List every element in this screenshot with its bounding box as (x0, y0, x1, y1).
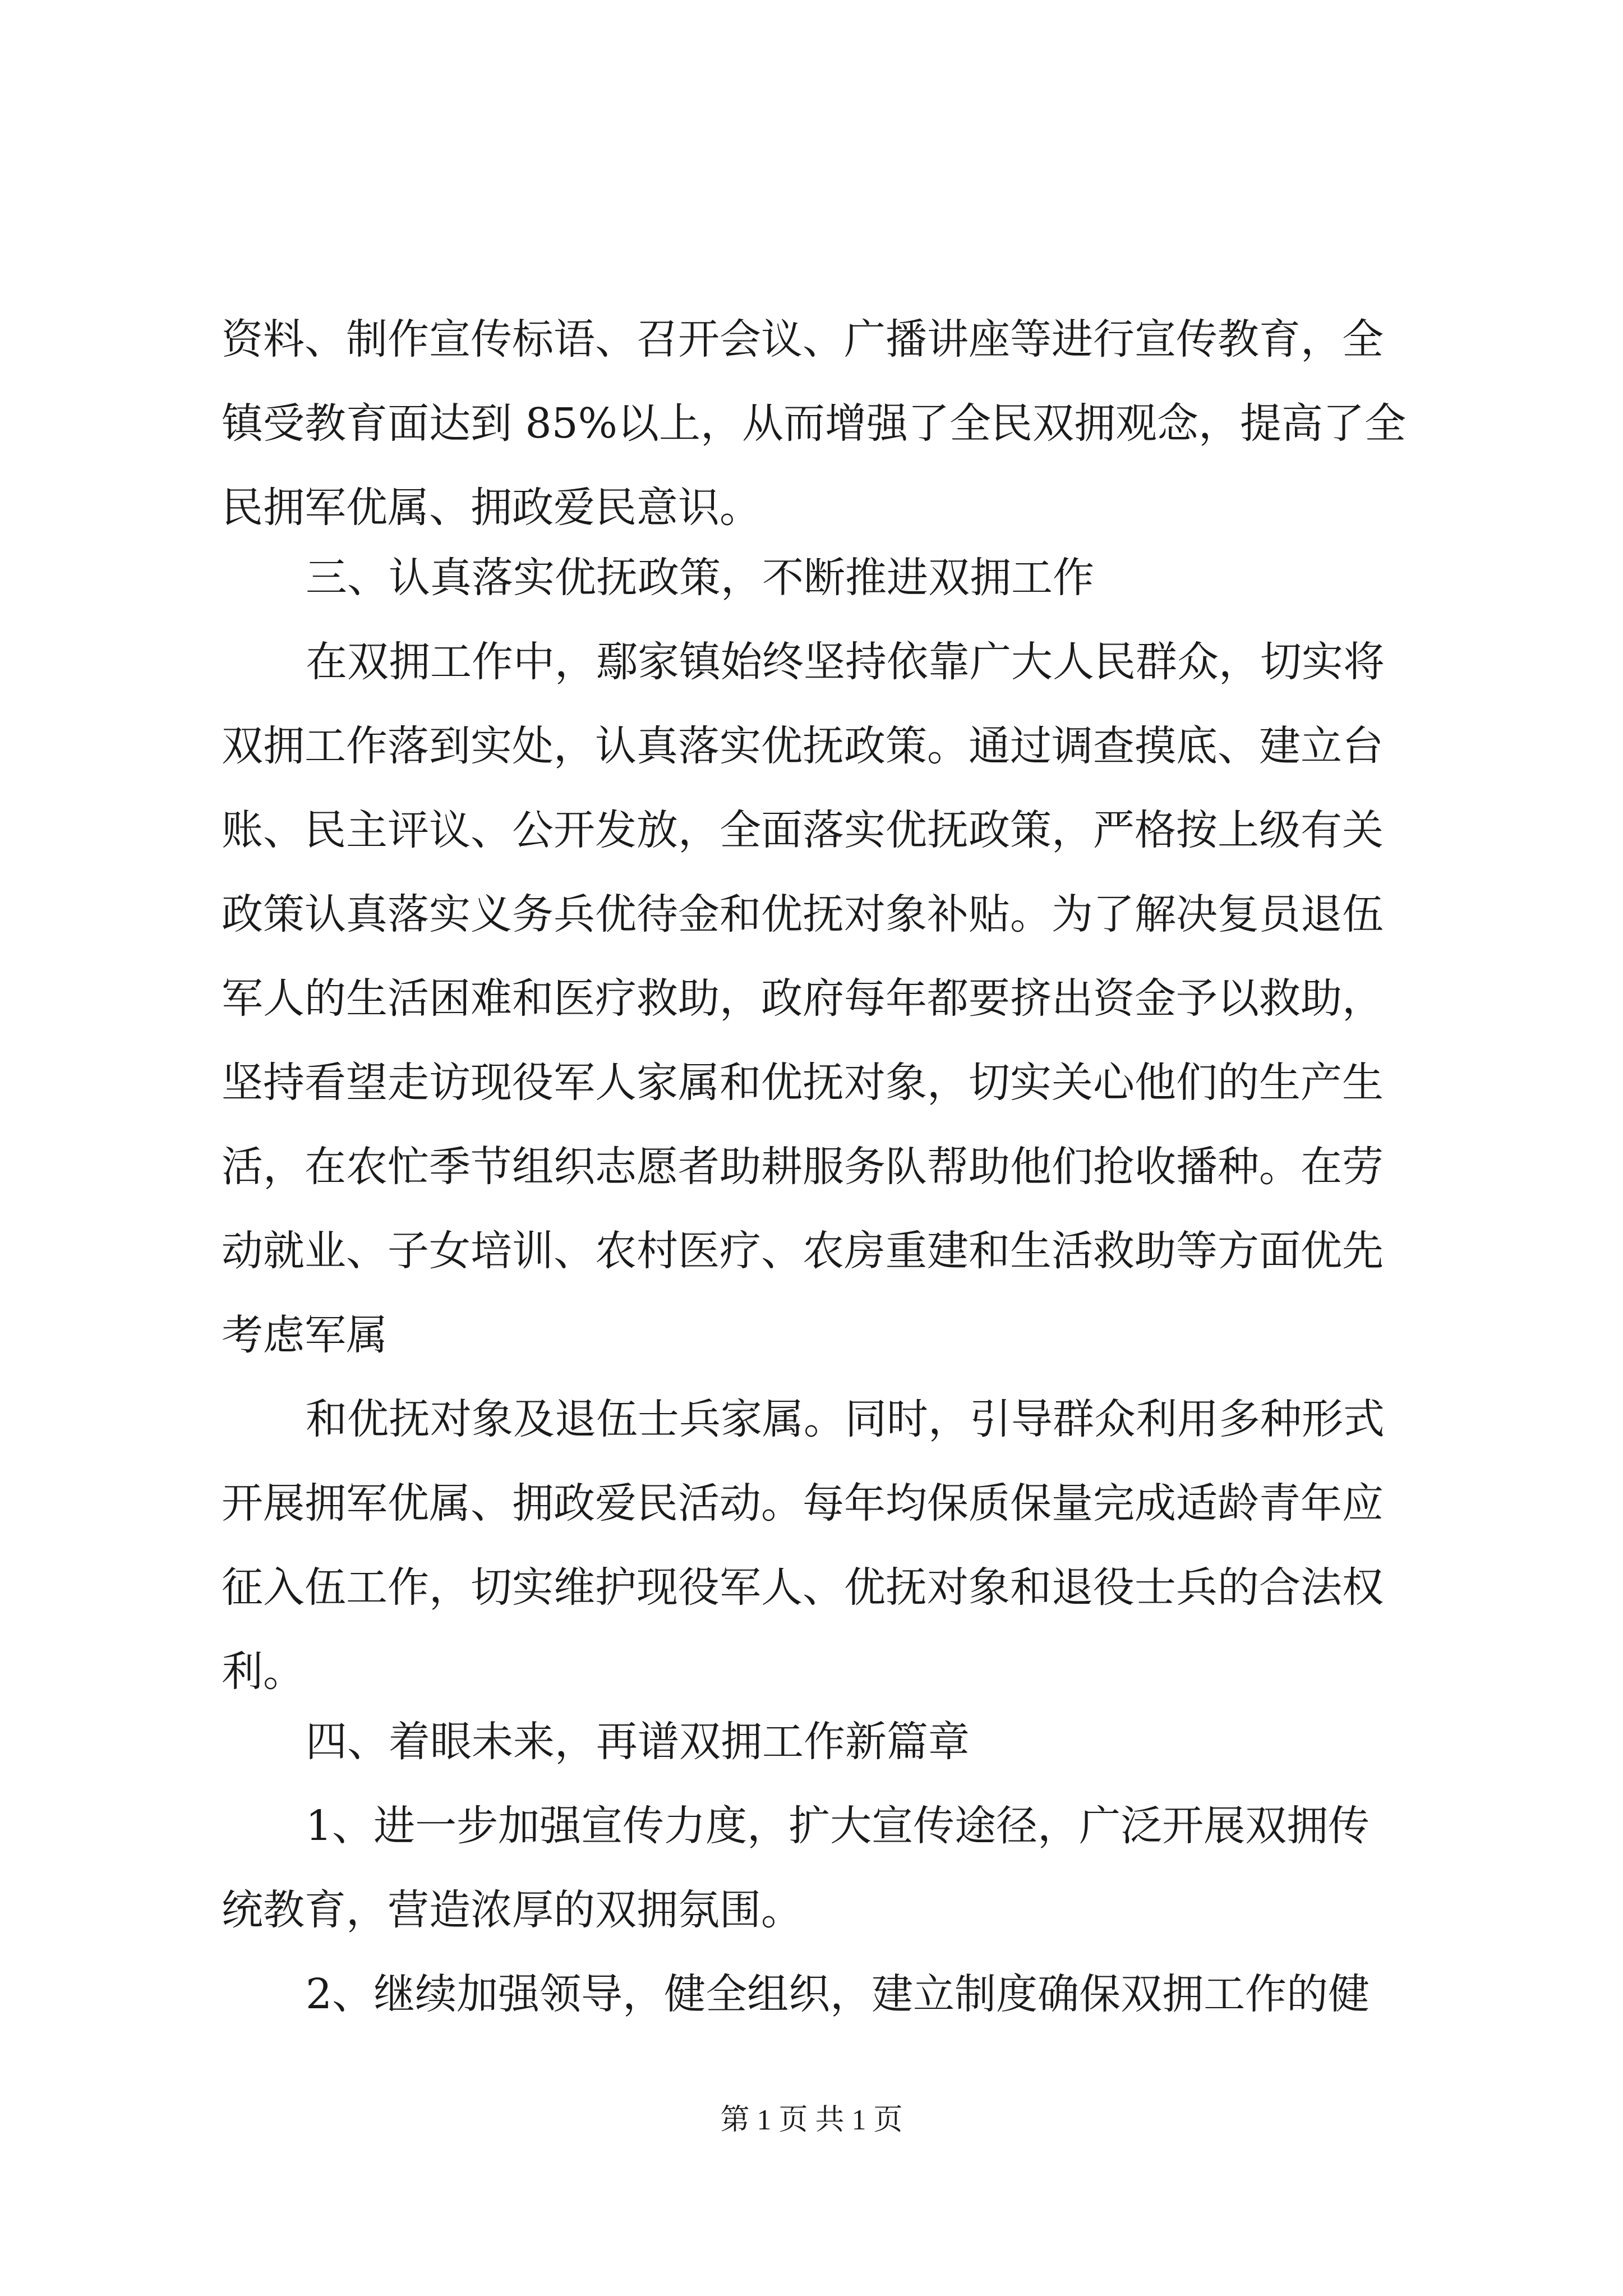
text-line: 活，在农忙季节组织志愿者助耕服务队帮助他们抢收播种。在劳 (222, 1143, 1384, 1191)
text-line: 和优抚对象及退伍士兵家属。同时，引导群众利用多种形式 (306, 1395, 1385, 1443)
text-line: 政策认真落实义务兵优待金和优抚对象补贴。为了解决复员退伍 (222, 890, 1384, 938)
text-line: 统教育，营造浓厚的双拥氛围。 (222, 1886, 803, 1934)
text-line: 征入伍工作，切实维护现役军人、优抚对象和退役士兵的合法权 (222, 1563, 1384, 1612)
text-line: 动就业、子女培训、农村医疗、农房重建和生活救助等方面优先 (222, 1227, 1384, 1275)
text-line: 民拥军优属、拥政爱民意识。 (222, 484, 761, 532)
text-line: 在双拥工作中，鄢家镇始终坚持依靠广大人民群众，切实将 (306, 638, 1385, 686)
text-line: 双拥工作落到实处，认真落实优抚政策。通过调查摸底、建立台 (222, 722, 1384, 770)
text-line: 账、民主评议、公开发放，全面落实优抚政策，严格按上级有关 (222, 806, 1384, 854)
text-line: 利。 (222, 1648, 305, 1696)
list-item: 2、继续加强领导，健全组织，建立制度确保双拥工作的健 (306, 1970, 1370, 2018)
page-footer: 第 1 页 共 1 页 (720, 2104, 903, 2136)
text-line: 考虑军属 (222, 1311, 388, 1359)
list-item: 1、进一步加强宣传力度，扩大宣传途径，广泛开展双拥传 (306, 1802, 1370, 1850)
section-heading: 三、认真落实优抚政策，不断推进双拥工作 (306, 554, 1094, 602)
text-line: 镇受教育面达到 85%以上，从而增强了全民双拥观念，提高了全 (222, 399, 1406, 448)
text-line: 开展拥军优属、拥政爱民活动。每年均保质保量完成适龄青年应 (222, 1479, 1384, 1527)
text-line: 资料、制作宣传标语、召开会议、广播讲座等进行宣传教育，全 (222, 315, 1384, 364)
section-heading: 四、着眼未来，再谱双拥工作新篇章 (306, 1718, 970, 1766)
text-line: 军人的生活困难和医疗救助，政府每年都要挤出资金予以救助， (222, 974, 1384, 1023)
text-line: 坚持看望走访现役军人家属和优抚对象，切实关心他们的生产生 (222, 1059, 1384, 1107)
